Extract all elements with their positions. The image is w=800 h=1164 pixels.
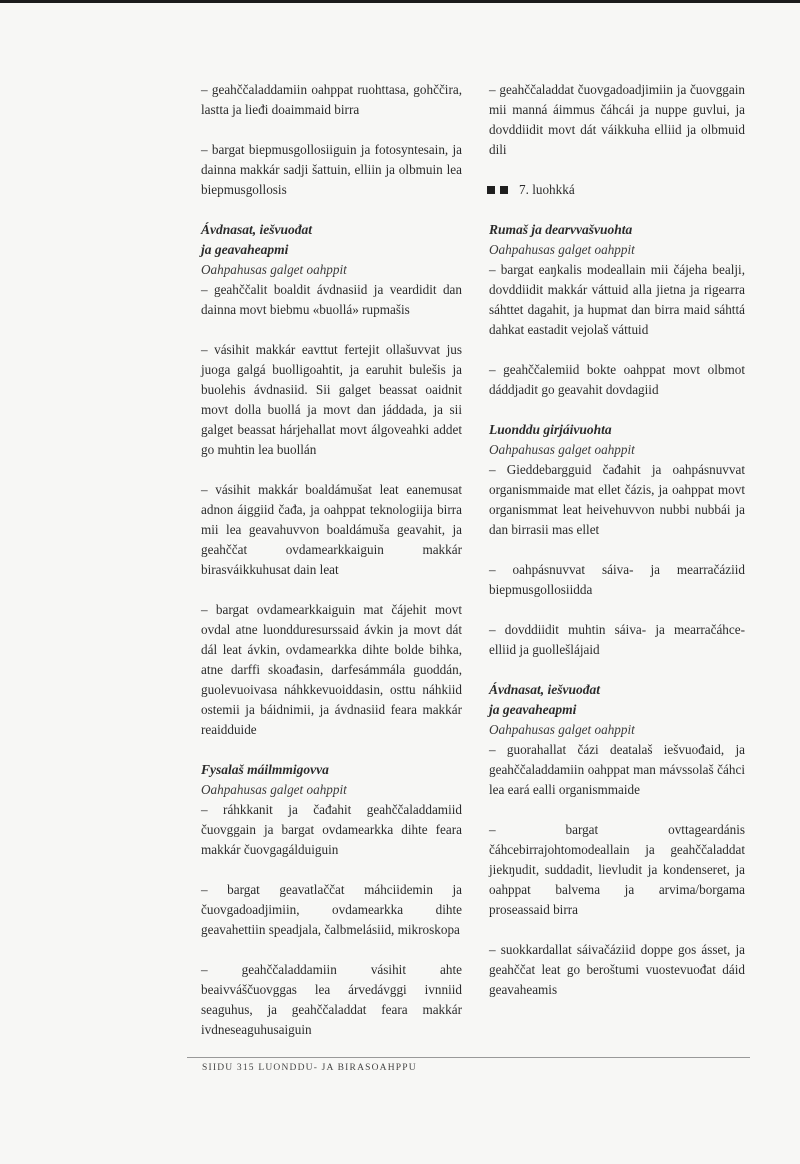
list-item: – bargat ovdamearkkaiguin mat čájehit movt ovdal atne luondduresurssaid ávkin ja movt dát dál leat ávkin, ovdamearkka dihte bolde bihka, atne darffi skoađasin, darfesámmála guoddán, guolevuoivasa náhkkevuoiddasin, osttu náhkiid ostemii ja báidnimii, ja ávdnasiid feara makkár reaidduide <box>201 602 462 737</box>
footer-rule <box>187 1057 750 1058</box>
list-item: – geahččaladdamiin vásihit ahte beaivváščuovggas lea árvedávggi ivnniid seaguhus, ja geahččaladdat feara makkár ivdneseaguhusaiguin <box>201 962 462 1037</box>
section-heading-cont: ja geavaheapmi <box>489 702 577 717</box>
page-footer: SIIDU 315 LUONDDU- JA BIRASOAHPPU <box>202 1063 417 1073</box>
top-rule <box>0 0 800 3</box>
list-item: – vásihit makkár eavttut fertejit ollašuvvat jus juoga galgá buolligoahtit, ja earuhit bulešis ja buolehis ávdnasiid. Sii galget beassat oaidnit movt dolla buollá ja movt dan jáddada, ja sii galget beassat hárjehallat movt álgoveahki addet go muhtin lea buollán <box>201 342 462 457</box>
section-heading: Fysalaš máilmmigovva <box>201 762 329 777</box>
section-subtitle: Oahpahusas galget oahppit <box>489 722 635 737</box>
list-item: – bargat geavatlaččat máhciidemin ja čuovgadoadjimiin, ovdamearkka dihte geavahettiin speadjala, čalbmelásiid, mikroskopa <box>201 882 462 937</box>
list-item: – dovddiidit muhtin sáiva- ja mearračáhce- elliid ja guollešlájaid <box>489 622 745 657</box>
list-item: – Gieddebargguid čađahit ja oahpásnuvvat organismmaide mat ellet čázis, ja oahppat movt organismmat leat heivehuvvon nubbi nubbái ja dan birrasii mas ellet <box>489 462 745 537</box>
section-heading: Luonddu girjáivuohta <box>489 422 612 437</box>
section-subtitle: Oahpahusas galget oahppit <box>201 262 347 277</box>
list-item: – geahččaladdat čuovgadoadjimiin ja čuovggain mii manná áimmus čáhcái ja nuppe guvlui, ja dovddiidit movt dát váikkuha elliid ja olbmuid dili <box>489 82 745 157</box>
right-column <box>475 80 745 1000</box>
list-item: – bargat biepmusgollosiiguin ja fotosyntesain, ja dainna makkár sadji šattuin, elliin ja olbmuin lea biepmusgollosis <box>201 142 462 197</box>
list-item: – bargat eaŋkalis modeallain mii čájeha bealji, dovddiidit makkár váttuid alla jietna ja rigearra sáhttet dagahit, ja hupmat dan birra maid sáhttá dahkat eastadit vejolaš váttuid <box>489 262 745 337</box>
section-heading: Rumaš ja dearvvašvuohta <box>489 222 633 237</box>
section-heading: Ávdnasat, iešvuođat <box>489 682 601 697</box>
square-bullet-icon <box>500 186 508 194</box>
section-subtitle: Oahpahusas galget oahppit <box>489 242 635 257</box>
list-item: – guorahallat čázi deatalaš iešvuođaid, ja geahččaladdamiin oahppat man mávssolaš čáhci lea eará ealli organismmaide <box>489 742 745 797</box>
list-item: – oahpásnuvvat sáiva- ja mearračáziid biepmusgollosiidda <box>489 562 745 597</box>
list-item: – suokkardallat sáivačáziid doppe gos ásset, ja geahččat leat go beroštumi vuostevuođat dáid geavaheamis <box>489 942 745 997</box>
lesson-label: 7. luohkká <box>519 182 575 197</box>
list-item: – geahččalemiid bokte oahppat movt olbmot dáddjadit go geavahit dovdagiid <box>489 362 745 397</box>
list-item: – geahččalit boaldit ávdnasiid ja veardidit dan dainna movt biebmu «buollá» rupmašis <box>201 282 462 317</box>
section-subtitle: Oahpahusas galget oahppit <box>201 782 347 797</box>
section-subtitle: Oahpahusas galget oahppit <box>489 442 635 457</box>
list-item: – ráhkkanit ja čađahit geahččaladdamiid čuovggain ja bargat ovdamearkka dihte feara makkár čuovgagálduiguin <box>201 802 462 857</box>
section-heading-cont: ja geavaheapmi <box>201 242 289 257</box>
square-bullet-icon <box>487 186 495 194</box>
lesson-marker <box>475 180 745 200</box>
left-column <box>187 80 462 1040</box>
list-item: – bargat ovttageardánis čáhcebirrajohtomodeallain ja geahččaladdat jiekŋudit, suddadit, lievludit ja kondenseret, ja oahppat balvema ja arvima/borgama proseassaid birra <box>489 822 745 917</box>
list-item: – geahččaladdamiin oahppat ruohttasa, gohččira, lastta ja lieđi doaimmaid birra <box>201 82 462 117</box>
section-heading: Ávdnasat, iešvuođat <box>201 222 313 237</box>
list-item: – vásihit makkár boaldámušat leat eanemusat adnon áiggiid čađa, ja oahppat teknologiija birra mii lea geavahuvvon boaldámuša geavahit, ja geahččat ovdamearkkaiguin makkár birasváikkuhusat dain leat <box>201 482 462 577</box>
